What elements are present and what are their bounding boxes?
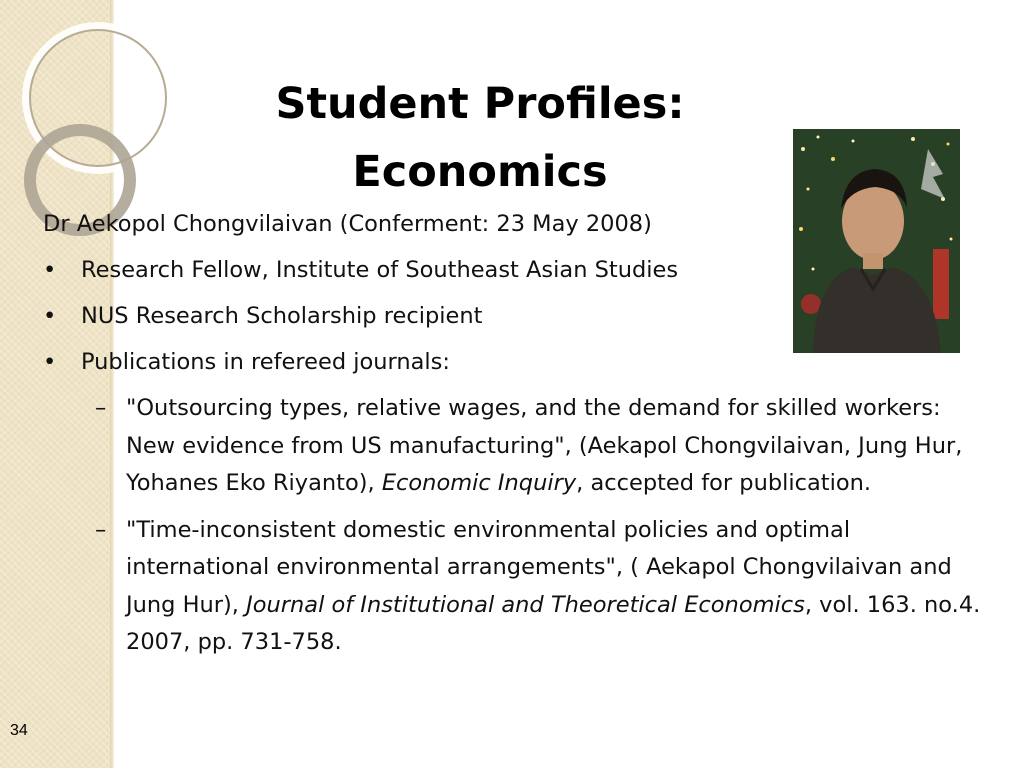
title-line-1: Student Profiles: xyxy=(275,79,685,129)
slide-number: 34 xyxy=(10,722,28,739)
publication-item xyxy=(43,390,989,503)
bullet-text: Research Fellow, Institute of Southeast Asian Studies xyxy=(81,257,679,283)
publication-item xyxy=(43,512,989,662)
publication-details: , vol. 163. no.4. 2007, pp. 731-758. xyxy=(126,591,981,655)
bullet-item xyxy=(43,344,1003,381)
bullet-item xyxy=(43,252,1003,289)
bullet-marker: • xyxy=(43,303,57,329)
sub-bullet-marker: – xyxy=(95,516,107,543)
bullet-marker: • xyxy=(43,257,57,283)
bullet-text: NUS Research Scholarship recipient xyxy=(81,303,483,329)
journal-name: Journal of Institutional and Theoretical Economics xyxy=(246,591,805,618)
publication-citation: "Outsourcing types, relative wages, and the demand for skilled workers: New evidence from US manufacturing", (Aekapol Chongvilaivan, Jung Hur, Yohanes Eko Riyanto), xyxy=(126,395,963,496)
sub-bullet-marker: – xyxy=(95,395,107,421)
slide-title xyxy=(250,70,710,206)
publication-status: , accepted for publication. xyxy=(576,470,872,496)
bullet-marker: • xyxy=(43,349,57,375)
publication-citation: "Time-inconsistent domestic environmental policies and optimal international environmental arrangements", ( Aekapol Chongvilaivan and Jung Hur), xyxy=(126,516,952,618)
slide-body xyxy=(43,206,1003,671)
journal-name: Economic Inquiry xyxy=(381,470,577,496)
bullet-item xyxy=(43,298,1003,335)
bullet-text: Publications in refereed journals: xyxy=(81,349,450,375)
title-line-2: Economics xyxy=(352,147,608,197)
profile-name-heading: Dr Aekopol Chongvilaivan (Conferment: 23 May 2008) xyxy=(43,211,652,237)
